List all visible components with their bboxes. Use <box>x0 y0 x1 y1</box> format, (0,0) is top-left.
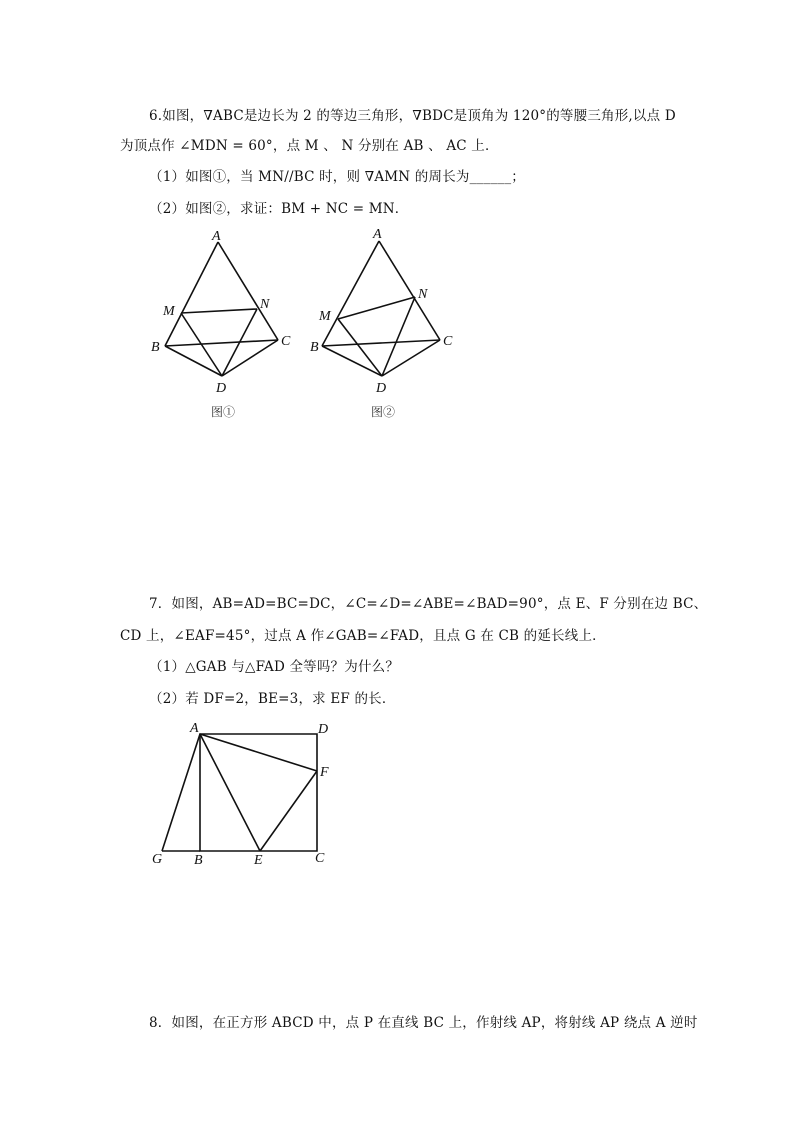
segment-EF <box>260 771 317 851</box>
segment-AF <box>200 734 317 771</box>
q6-text-line2: 为顶点作 ∠MDN = 60°，点 M 、 N 分别在 AB 、 AC 上． <box>120 138 499 154</box>
fig1-label-D: D <box>216 381 227 396</box>
segment-AE <box>200 734 260 851</box>
q7-label-C: C <box>315 851 325 866</box>
q7-label-F: F <box>320 765 329 780</box>
q7-text-line1: 7．如图，AB=AD=BC=DC，∠C=∠D=∠ABE=∠BAD=90°，点 E、F 分别在边 BC、 <box>149 596 708 612</box>
q6-part2: （2）如图②，求证：BM + NC = MN． <box>149 201 409 217</box>
fig2-label-M: M <box>319 309 331 324</box>
q7-label-E: E <box>254 853 263 868</box>
square-ABCD <box>200 734 317 851</box>
fig2-caption: 图② <box>371 405 396 419</box>
fig2-label-D: D <box>376 381 387 396</box>
fig1-label-A: A <box>212 229 221 244</box>
q6-part1: （1）如图①，当 MN//BC 时，则 ∇AMN 的周长为______； <box>149 169 525 185</box>
fig1-label-B: B <box>151 340 160 355</box>
fig2-label-B: B <box>310 340 319 355</box>
q7-label-G: G <box>152 852 163 867</box>
fig2-label-N: N <box>418 287 428 302</box>
fig2-label-C: C <box>443 334 453 349</box>
q7-text-line2: CD 上，∠EAF=45°，过点 A 作∠GAB=∠FAD，且点 G 在 CB 的延长线上． <box>120 628 606 644</box>
q7-label-B: B <box>194 853 203 868</box>
segment-AG <box>162 734 200 851</box>
q7-label-D: D <box>318 722 329 737</box>
q7-part1: （1）△GAB 与△FAD 全等吗？为什么？ <box>149 659 400 675</box>
fig1-label-N: N <box>260 297 270 312</box>
fig1-label-M: M <box>163 304 175 319</box>
q7-part2: （2）若 DF=2，BE=3，求 EF 的长． <box>149 691 396 707</box>
q7-label-A: A <box>190 721 199 736</box>
fig1-caption: 图① <box>211 405 236 419</box>
fig2-label-A: A <box>373 227 382 242</box>
fig1-label-C: C <box>281 334 291 349</box>
q6-text-line1: 6.如图，∇ABC是边长为 2 的等边三角形，∇BDC是顶角为 120°的等腰三角形,以点 D <box>149 108 676 124</box>
q8-text-line1: 8．如图，在正方形 ABCD 中，点 P 在直线 BC 上，作射线 AP，将射线 AP 绕点 A 逆时 <box>149 1015 698 1031</box>
